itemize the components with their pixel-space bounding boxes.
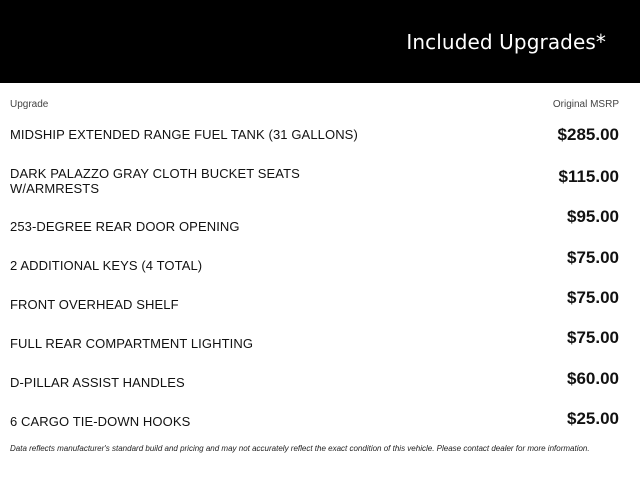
upgrade-name: FULL REAR COMPARTMENT LIGHTING bbox=[10, 336, 254, 351]
upgrade-row bbox=[10, 328, 619, 356]
upgrade-name: DARK PALAZZO GRAY CLOTH BUCKET SEATS W/ARMRESTS bbox=[10, 166, 300, 196]
upgrade-price: $60.00 bbox=[567, 369, 619, 388]
upgrade-name: 2 ADDITIONAL KEYS (4 TOTAL) bbox=[10, 258, 203, 273]
upgrade-price: $75.00 bbox=[567, 248, 619, 267]
upgrade-price: $75.00 bbox=[567, 328, 619, 347]
page-title: Included Upgrades* bbox=[406, 30, 606, 54]
upgrade-row bbox=[10, 288, 619, 317]
msrp-column-header: Original MSRP bbox=[552, 99, 619, 110]
upgrade-name: FRONT OVERHEAD SHELF bbox=[10, 297, 179, 312]
column-headers bbox=[10, 99, 619, 113]
upgrade-price: $115.00 bbox=[558, 167, 619, 186]
upgrade-name: MIDSHIP EXTENDED RANGE FUEL TANK (31 GALLONS) bbox=[10, 127, 358, 142]
upgrade-column-header: Upgrade bbox=[10, 99, 49, 110]
upgrade-price: $75.00 bbox=[567, 288, 619, 307]
disclaimer-footnote: Data reflects manufacturer's standard build and pricing and may not accurately reflect the exact condition of this vehicle. Please contact dealer for more information. bbox=[10, 444, 590, 453]
upgrade-row bbox=[10, 248, 619, 278]
upgrade-name: 6 CARGO TIE-DOWN HOOKS bbox=[10, 414, 191, 429]
header-bar bbox=[0, 0, 640, 83]
upgrade-price: $285.00 bbox=[557, 125, 619, 144]
upgrade-row bbox=[10, 409, 619, 434]
upgrade-name: 253-DEGREE REAR DOOR OPENING bbox=[10, 219, 240, 234]
upgrade-row bbox=[10, 207, 619, 239]
upgrade-price: $95.00 bbox=[567, 207, 619, 226]
upgrade-name: D-PILLAR ASSIST HANDLES bbox=[10, 375, 185, 390]
upgrade-row bbox=[10, 127, 619, 147]
upgrade-row bbox=[10, 369, 619, 395]
upgrade-price: $25.00 bbox=[567, 409, 619, 428]
upgrade-row bbox=[10, 166, 619, 198]
